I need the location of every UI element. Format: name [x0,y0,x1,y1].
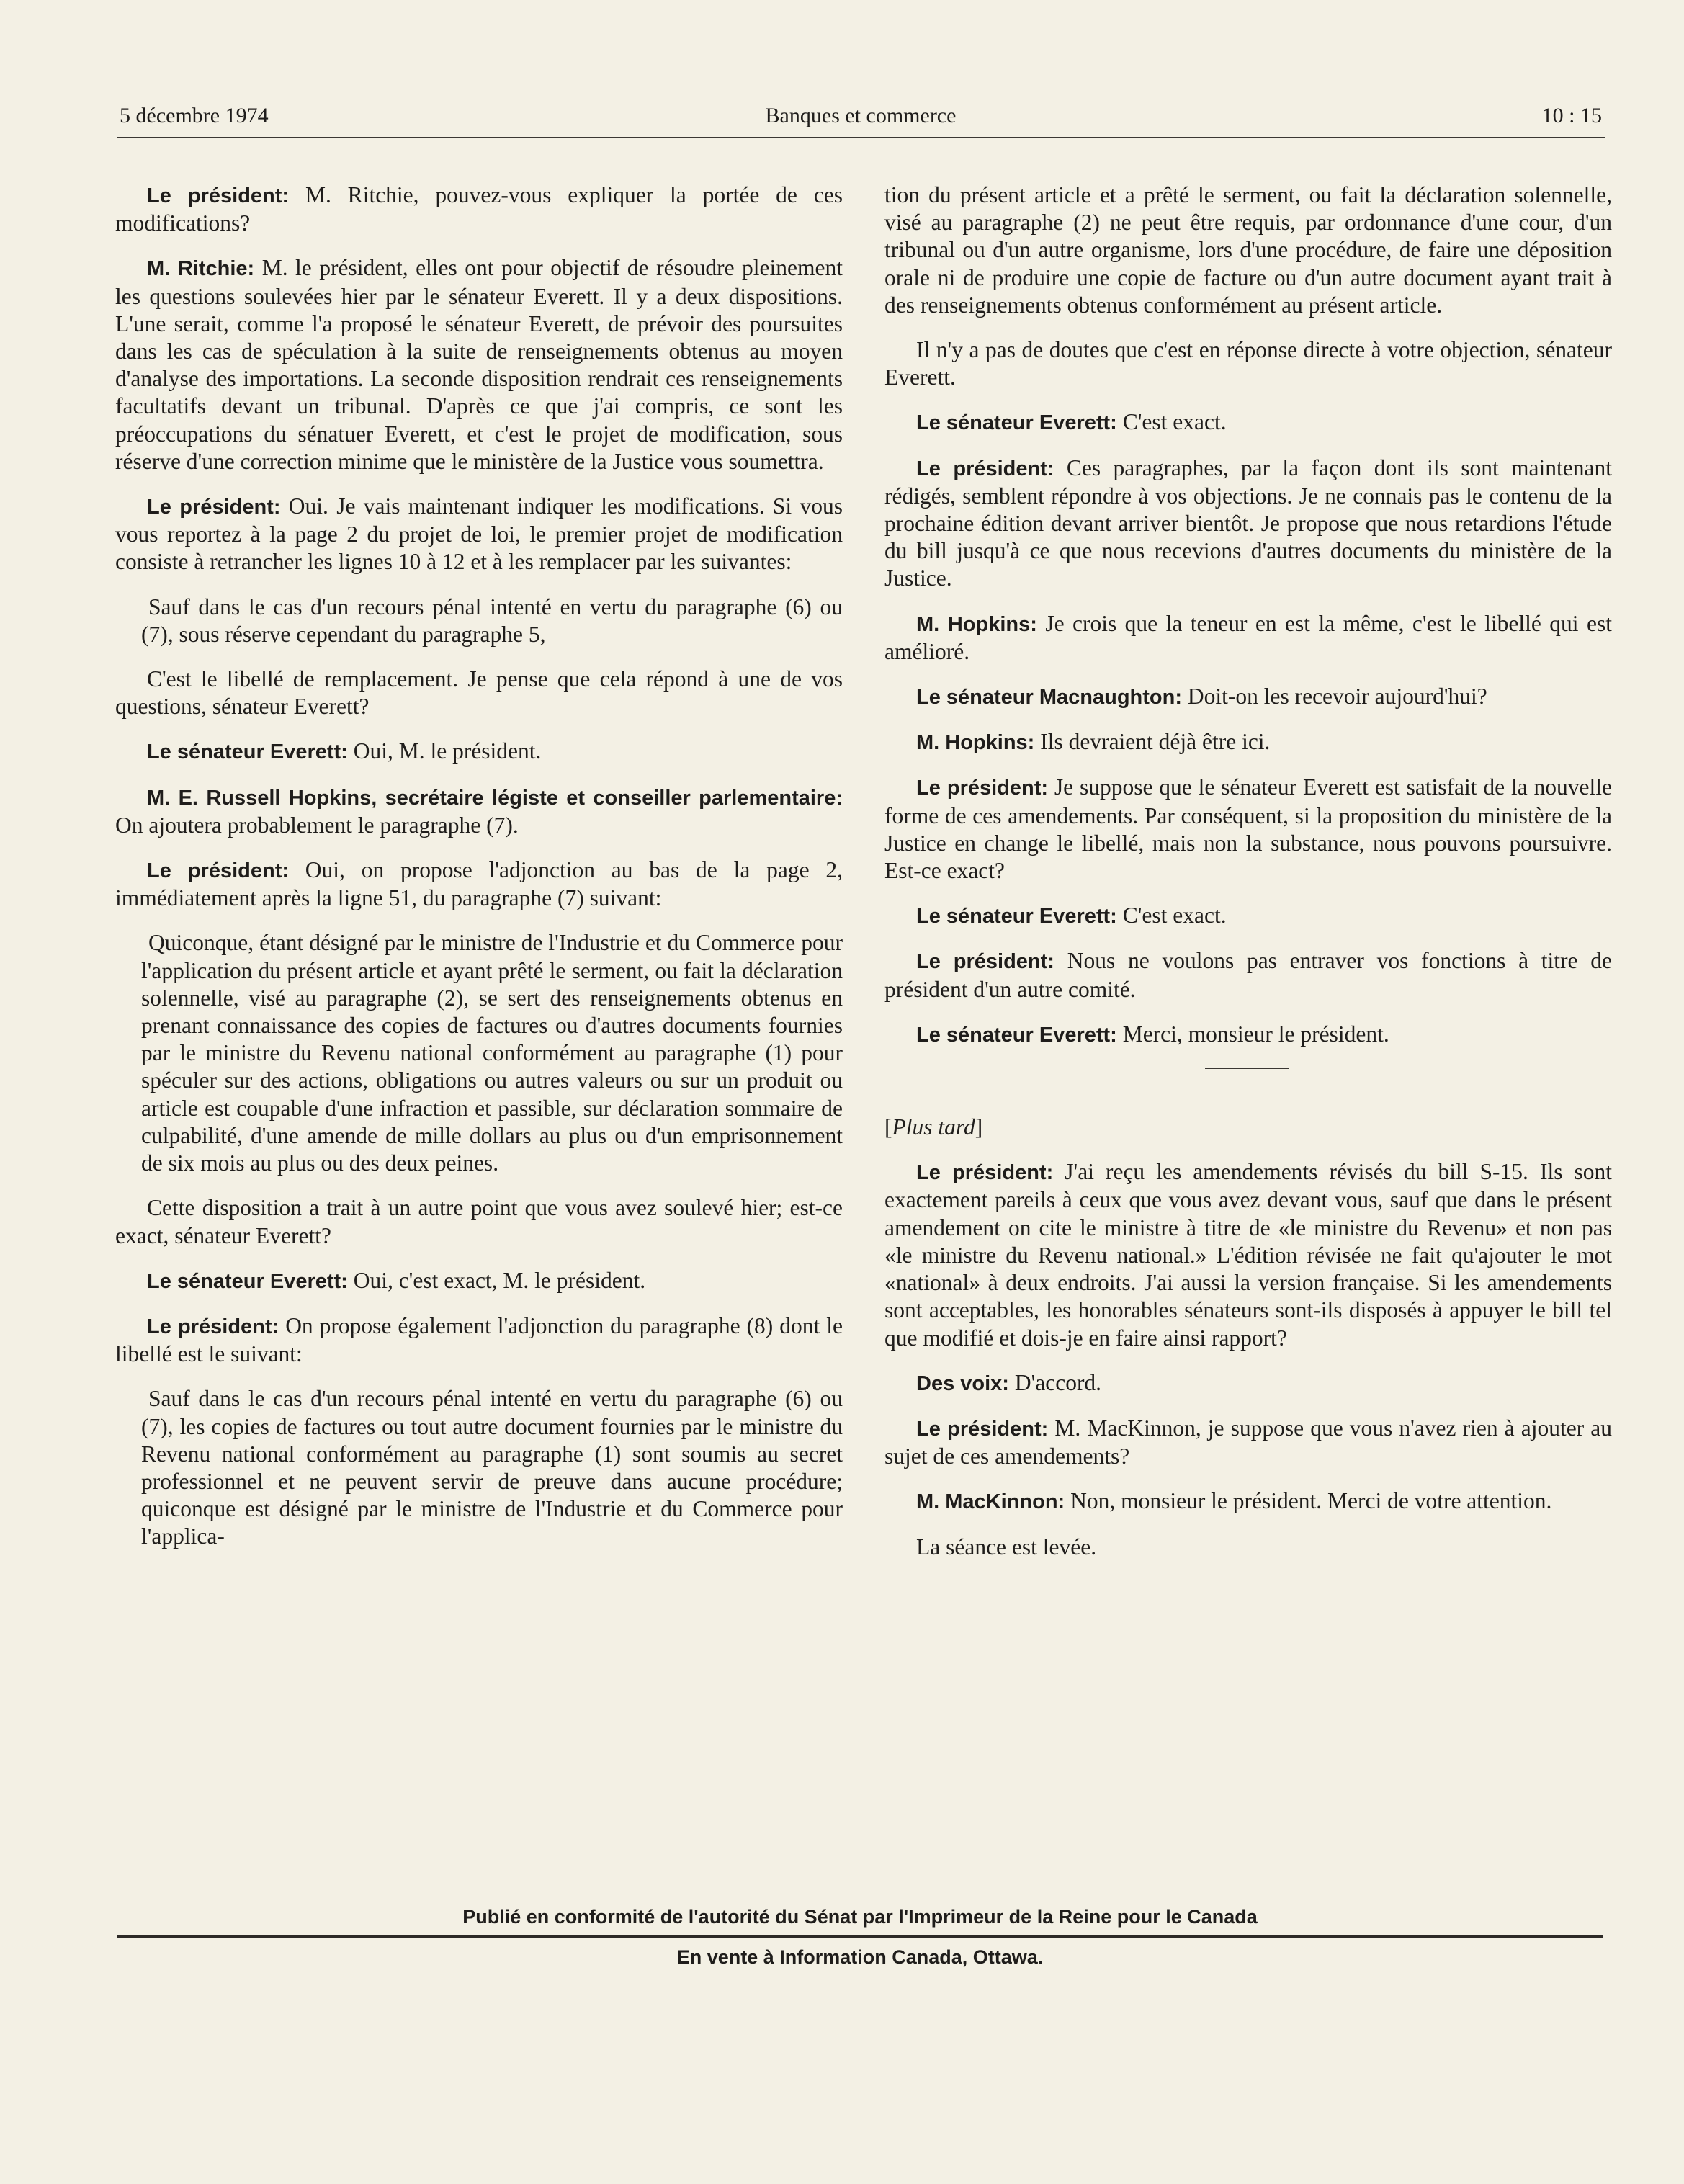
later-marker: [Plus tard] [884,1114,983,1140]
speaker-name: Le sénateur Macnaughton: [916,686,1182,710]
paragraph-text: Ils devraient déjà être ici. [1034,729,1271,755]
paragraph-text: Je crois que la teneur en est la même, c'est le libellé qui est amélioré. [884,610,1612,664]
paragraph-text: M. Ritchie, pouvez-vous expliquer la portée de ces modifications? [115,182,843,236]
paragraph-text: C'est exact. [1116,903,1227,928]
quoted-amendment: Quiconque, étant désigné par le ministre de l'Industrie et du Commerce pour l'application du présent article et ayant prêté le serment, ou fait la déclaration solennelle, visé au paragraphe (2), se sert des renseignements obtenus en prenant connaissance des copies de factures ou d'autres documents fournies par le ministre du Revenu national conformément au paragraphe (1) pour spéculer sur des actions, obligations ou autres valeurs ou sur un produit ou article est coupable d'une infraction et passible, sur déclaration sommaire de culpabilité, d'une amende de mille dollars au plus ou d'un emprisonnement de six mois au plus ou des deux peines. [141,930,843,1176]
paragraph-text: Non, monsieur le président. Merci de votre attention. [1065,1488,1552,1514]
paragraph-text: On ajoutera probablement le paragraphe (7). [115,812,519,838]
header-page-number: 10 : 15 [1541,104,1602,127]
paragraph [884,1415,1612,1470]
speaker-name: M. Ritchie: [147,257,255,281]
header-title: Banques et commerce [765,104,957,127]
paragraph-text: Merci, monsieur le président. [1116,1021,1389,1047]
paragraph: C'est le libellé de remplacement. Je pense que cela répond à une de vos questions, sénateur Everett? [115,666,843,720]
later-label: Plus tard [892,1114,975,1140]
speaker-name: Le président: [147,496,281,519]
paragraph-text: Je suppose que le sénateur Everett est satisfait de la nouvelle forme de ces amendements. Par conséquent, si la proposition du ministère de la Justice en change le libellé, mais non la substance, nous pouvons poursuivre. Est-ce exact? [884,774,1612,884]
running-header [117,101,1605,138]
paragraph [115,1267,843,1295]
section-divider [1205,1068,1289,1069]
paragraph [115,784,843,839]
paragraph [884,455,1612,593]
speaker-name: Le sénateur Everett: [916,905,1117,928]
speaker-name: Le président: [147,1315,279,1338]
quoted-amendment: Sauf dans le cas d'un recours pénal intenté en vertu du paragraphe (6) ou (7), les copies de factures ou tout autre document fournies par le ministre du Revenu national conformément au paragraphe (1) sont soumis au secret professionnel et ne peuvent servir de preuve dans aucune procédure; quiconque est désigné par le ministre de l'Industrie et du Commerce pour l'applica- [141,1386,843,1549]
speaker-name: Le sénateur Everett: [916,1023,1117,1047]
paragraph [884,774,1612,885]
paragraph [884,408,1612,437]
speaker-name: Le président: [147,184,290,207]
paragraph [884,610,1612,666]
paragraph [884,728,1612,756]
paragraph [884,902,1612,930]
imprint-publisher: Publié en conformité de l'autorité du Sénat par l'Imprimeur de la Reine pour le Canada [117,1906,1603,1938]
speaker-name: Le sénateur Everett: [147,1269,348,1293]
paragraph-text: J'ai reçu les amendements révisés du bill S-15. Ils sont exactement pareils à ceux que vous avez devant vous, sauf que dans le présent amendement on cite le ministre à titre de «le ministre du Revenu» et non pas «le ministre du Revenu national.» L'édition révisée ne fait qu'ajouter le mot «national» à deux endroits. J'ai aussi la version française. Si les amendements sont acceptables, les honorables sénateurs sont-ils disposés à appuyer le bill tel que modifié et dois-je en faire ainsi rapport? [884,1159,1612,1351]
speaker-name: M. Hopkins: [916,612,1037,636]
speaker-name: Le président: [916,950,1054,974]
speaker-name: Le président: [147,859,290,883]
paragraph-text: D'accord. [1008,1369,1102,1395]
speaker-name: Le sénateur Everett: [916,411,1117,435]
paragraph [884,1021,1612,1049]
paragraph [115,856,843,912]
paragraph [115,182,843,237]
speaker-name: Le sénateur Everett: [147,740,348,764]
speaker-name: M. E. Russell Hopkins, secrétaire légiste et conseiller parlementaire: [147,786,843,810]
paragraph: La séance est levée. [916,1534,1097,1559]
paragraph [884,683,1612,711]
quoted-amendment-continued: tion du présent article et a prêté le serment, ou fait la déclaration solennelle, visé au paragraphe (2) ne peut être requis, par ordonnance d'une cour, d'un tribunal ou d'un autre organisme, lors d'une procédure, de faire une déposition orale ni de produire une copie de facture ou d'un autre document ayant trait à des renseignements obtenus conformément au présent article. [884,182,1612,318]
left-column [115,182,843,1568]
paragraph-text: M. MacKinnon, je suppose que vous n'avez rien à ajouter au sujet de ces amendements? [884,1415,1612,1469]
paragraph [884,947,1612,1003]
header-date: 5 décembre 1974 [120,104,269,127]
paragraph-text: Nous ne voulons pas entraver vos fonctions à titre de président d'un autre comité. [884,948,1613,1002]
speaker-name: Le président: [916,777,1049,800]
speaker-name: Le président: [916,1417,1049,1441]
paragraph-text: Ces paragraphes, par la façon dont ils sont maintenant rédigés, semblent répondre à vos objections. Je ne connais pas le contenu de la prochaine édition devant arriver bientôt. Je propose que nous retardions l'étude du bill jusqu'à ce que nous recevions d'autres documents du ministère de la Justice. [884,455,1612,591]
speaker-name: M. MacKinnon: [916,1490,1065,1514]
speaker-name: Des voix: [916,1371,1009,1395]
imprint-sales: En vente à Information Canada, Ottawa. [676,1946,1044,1968]
paragraph-text: Oui, on propose l'adjonction au bas de la page 2, immédiatement après la ligne 51, du paragraphe (7) suivant: [115,857,843,911]
speaker-name: Le président: [916,457,1054,480]
quoted-amendment: Sauf dans le cas d'un recours pénal intenté en vertu du paragraphe (6) ou (7), sous réserve cependant du paragraphe 5, [141,594,843,647]
paragraph-text: Oui, c'est exact, M. le président. [347,1267,646,1293]
paragraph-text: M. le président, elles ont pour objectif de résoudre pleinement les questions soulevées hier par le sénateur Everett. Il y a deux dispositions. L'une serait, comme l'a proposé le sénateur Everett, de prévoir des poursuites dans les cas de spéculation à la suite de renseignements obtenus au moyen d'analyse des importations. La seconde disposition rendrait ces renseignements facultatifs devant un tribunal. D'après ce que j'ai compris, ce sont les préoccupations du sénatuer Everett, et c'est le projet de modification, sous réserve d'une correction minime que le ministère de la Justice vous soumettra. [115,255,843,474]
paragraph-text: C'est exact. [1116,409,1227,435]
paragraph-text: Oui. Je vais maintenant indiquer les modifications. Si vous vous reportez à la page 2 du projet de loi, le premier projet de modification consiste à retrancher les lignes 10 à 12 et à les remplacer par les suivantes: [115,493,843,575]
right-column [884,182,1612,1578]
speaker-name: Le président: [916,1161,1054,1185]
paragraph: Il n'y a pas de doutes que c'est en réponse directe à votre objection, sénateur Everett. [884,337,1612,390]
paragraph [115,1312,843,1368]
paragraph [884,1158,1612,1351]
paragraph-text: Doit-on les recevoir aujourd'hui? [1182,684,1487,710]
paragraph [115,738,843,766]
paragraph [115,254,843,475]
paragraph-text: On propose également l'adjonction du paragraphe (8) dont le libellé est le suivant: [115,1312,843,1367]
paragraph [884,1369,1612,1397]
paragraph [115,493,843,576]
paragraph [884,1487,1612,1516]
speaker-name: M. Hopkins: [916,731,1035,755]
paragraph: Cette disposition a trait à un autre point que vous avez soulevé hier; est-ce exact, sénateur Everett? [115,1195,843,1248]
paragraph-text: Oui, M. le président. [347,738,542,764]
imprint-footer [117,1906,1603,1969]
